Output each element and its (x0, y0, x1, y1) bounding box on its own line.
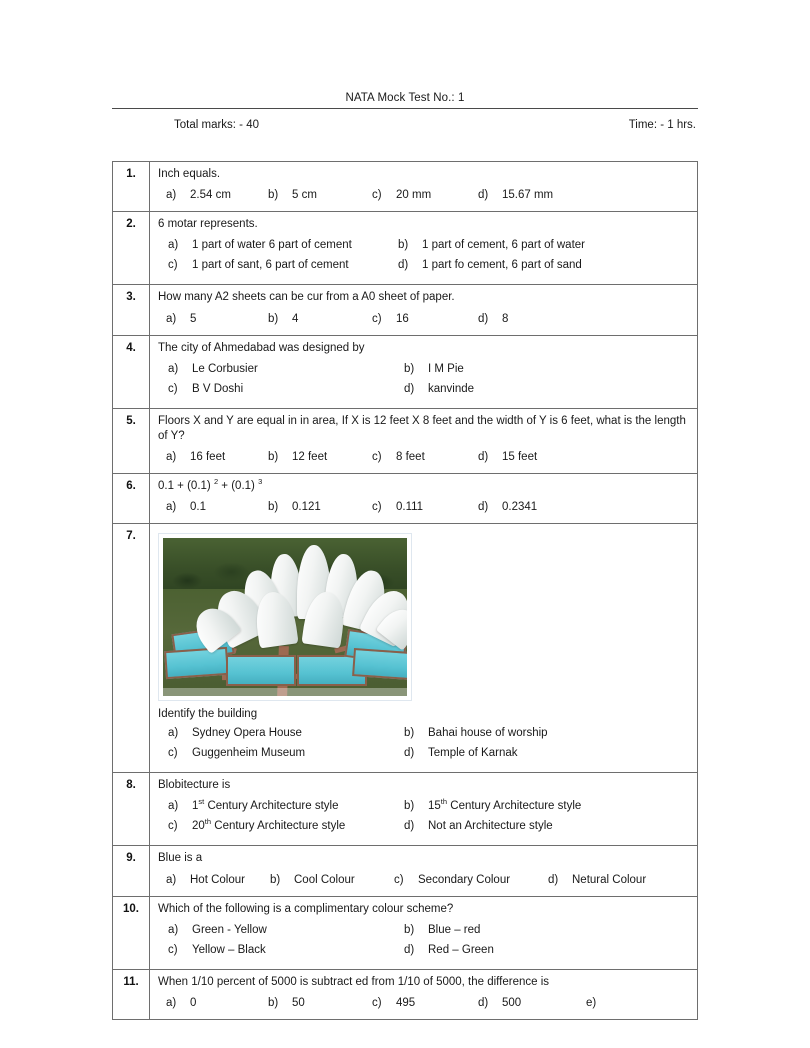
option-d[interactable] (478, 500, 537, 516)
option-text: 1 part of sant, 6 part of cement (192, 259, 349, 272)
option-letter: d) (404, 943, 415, 956)
question-text: Floors X and Y are equal in in area, If X is 12 feet X 8 feet and the width of Y is 6 feet, what is the length of Y? (158, 414, 686, 442)
option-letter: b) (268, 451, 279, 464)
option-letter: d) (478, 501, 489, 514)
option-c[interactable] (168, 382, 243, 398)
question-text: How many A2 sheets can be cur from a A0 sheet of paper. (158, 291, 455, 304)
option-text: 495 (396, 996, 416, 1009)
option-c[interactable] (168, 746, 305, 762)
option-letter: b) (268, 996, 279, 1009)
option-letter: c) (372, 312, 382, 325)
option-text: Red – Green (428, 943, 494, 956)
option-b[interactable] (268, 312, 298, 328)
option-letter: b) (268, 501, 279, 514)
option-letter: b) (268, 312, 279, 325)
option-text: kanvinde (428, 382, 475, 395)
option-letter: b) (404, 800, 415, 813)
option-b[interactable] (268, 996, 305, 1012)
option-d[interactable] (478, 188, 553, 204)
question-text: Blobitecture is (158, 779, 231, 792)
option-letter: c) (394, 873, 404, 886)
option-letter: c) (372, 501, 382, 514)
aerial-photo-lotus-temple (163, 538, 407, 696)
option-text: 12 feet (292, 451, 328, 464)
option-group (156, 996, 693, 1013)
option-letter: a) (166, 451, 177, 464)
question-body (150, 846, 698, 896)
question-row (113, 212, 698, 285)
option-letter: b) (398, 239, 409, 252)
option-group (156, 362, 693, 402)
question-number: 11. (113, 969, 150, 1019)
option-text: Yellow – Black (192, 943, 266, 956)
question-text: 6 motar represents. (158, 218, 258, 231)
option-d[interactable] (404, 943, 494, 959)
option-text: Not an Architecture style (428, 820, 553, 833)
option-text: Green - Yellow (192, 923, 267, 936)
option-text: 15 feet (502, 451, 538, 464)
question-body (150, 773, 698, 846)
option-text: Bahai house of worship (428, 727, 548, 740)
option-c[interactable] (372, 188, 431, 204)
question-number: 7. (113, 524, 150, 773)
option-a[interactable] (166, 450, 225, 466)
option-c[interactable] (372, 996, 415, 1012)
total-marks-label: Total marks: - 40 (174, 119, 259, 131)
option-letter: d) (478, 996, 489, 1009)
question-text: Which of the following is a complimentary colour scheme? (158, 902, 454, 915)
option-d[interactable] (548, 873, 646, 889)
document-header (112, 92, 698, 109)
option-letter: a) (166, 501, 177, 514)
photo-reflecting-pool (226, 655, 296, 686)
question-body (150, 212, 698, 285)
option-letter: d) (478, 312, 489, 325)
option-b[interactable] (398, 238, 585, 254)
option-text: 15.67 mm (502, 189, 554, 202)
question-body (150, 408, 698, 473)
question-number: 3. (113, 285, 150, 335)
option-a[interactable] (168, 238, 352, 254)
option-text: Hot Colour (190, 873, 245, 886)
page-title: NATA Mock Test No.: 1 (345, 92, 465, 104)
option-c[interactable] (372, 312, 409, 328)
question-number: 5. (113, 408, 150, 473)
option-text: 0 (190, 996, 197, 1009)
question-row (113, 524, 698, 773)
option-text: 500 (502, 996, 522, 1009)
option-group (156, 188, 693, 205)
option-c[interactable] (168, 258, 349, 274)
option-letter: d) (398, 259, 409, 272)
question-text: The city of Ahmedabad was designed by (158, 341, 365, 354)
option-text: 5 cm (292, 189, 317, 202)
option-c[interactable] (168, 943, 266, 959)
option-letter: d) (478, 451, 489, 464)
option-group (156, 873, 693, 890)
option-text: 20th Century Architecture style (192, 817, 346, 833)
option-letter: c) (168, 820, 178, 833)
question-number: 8. (113, 773, 150, 846)
question-row (113, 474, 698, 524)
option-letter: d) (404, 820, 415, 833)
option-d[interactable] (404, 819, 553, 835)
option-letter: a) (166, 996, 177, 1009)
option-letter: b) (270, 873, 281, 886)
option-text: Guggenheim Museum (192, 747, 306, 760)
option-text: 5 (190, 312, 197, 325)
question-number: 4. (113, 335, 150, 408)
question-number: 9. (113, 846, 150, 896)
option-a[interactable] (166, 500, 206, 516)
question-number: 6. (113, 474, 150, 524)
option-b[interactable] (404, 923, 480, 939)
option-letter: d) (548, 873, 559, 886)
option-text: Secondary Colour (418, 873, 511, 886)
option-text: Blue – red (428, 923, 481, 936)
option-letter: a) (166, 312, 177, 325)
option-letter: b) (404, 923, 415, 936)
option-a[interactable] (166, 996, 196, 1012)
option-letter: a) (168, 362, 179, 375)
option-letter: b) (268, 189, 279, 202)
option-d[interactable] (404, 746, 518, 762)
question-prompt: Identify the building (158, 708, 258, 721)
option-text: 16 feet (190, 451, 226, 464)
option-text: 1st Century Architecture style (192, 797, 339, 813)
option-letter: d) (404, 747, 415, 760)
option-text: 0.1 (190, 501, 206, 514)
option-d[interactable] (478, 996, 521, 1012)
option-text: 8 (502, 312, 509, 325)
option-letter: a) (166, 873, 177, 886)
photo-reflecting-pool (352, 648, 407, 680)
option-letter: a) (166, 189, 177, 202)
question-row (113, 285, 698, 335)
option-text: Temple of Karnak (428, 747, 518, 760)
option-text: 20 mm (396, 189, 432, 202)
option-text: B V Doshi (192, 382, 244, 395)
option-group (156, 450, 693, 467)
option-letter: a) (168, 239, 179, 252)
question-text: 0.1 + (0.1) $^2$ + (0.1) $^3$ (158, 477, 263, 493)
option-letter: d) (404, 382, 415, 395)
option-a[interactable] (166, 312, 196, 328)
question-row (113, 162, 698, 212)
option-letter: a) (168, 727, 179, 740)
option-letter: c) (168, 382, 178, 395)
option-text: 2.54 cm (190, 189, 231, 202)
question-body (150, 524, 698, 773)
option-c[interactable] (372, 500, 423, 516)
option-text: 50 (292, 996, 305, 1009)
header-meta (112, 119, 698, 131)
option-group (156, 726, 693, 766)
option-d[interactable] (478, 312, 508, 328)
option-group (156, 238, 693, 278)
option-text: Cool Colour (294, 873, 355, 886)
option-text: 1 part fo cement, 6 part of sand (422, 259, 582, 272)
question-row (113, 896, 698, 969)
option-letter: c) (168, 259, 178, 272)
option-text: 4 (292, 312, 299, 325)
question-text: Inch equals. (158, 168, 221, 180)
option-b[interactable] (404, 799, 581, 815)
option-text: 0.111 (396, 501, 424, 514)
question-row (113, 969, 698, 1019)
question-row (113, 335, 698, 408)
option-text: 15th Century Architecture style (428, 797, 582, 813)
option-a[interactable] (168, 923, 267, 939)
question-number: 2. (113, 212, 150, 285)
option-b[interactable] (268, 500, 321, 516)
photo-lower-band (163, 688, 407, 696)
option-a[interactable] (166, 188, 231, 204)
question-body (150, 335, 698, 408)
option-group (156, 312, 693, 329)
question-row (113, 846, 698, 896)
option-e[interactable] (586, 996, 610, 1012)
option-d[interactable] (404, 382, 474, 398)
question-text: When 1/10 percent of 5000 is subtract ed from 1/10 of 5000, the difference is (158, 975, 550, 988)
option-c[interactable] (394, 873, 510, 889)
option-a[interactable] (168, 799, 338, 815)
option-b[interactable] (268, 450, 327, 466)
question-body (150, 474, 698, 524)
option-letter: e) (586, 996, 597, 1009)
option-text: Sydney Opera House (192, 727, 302, 740)
option-letter: b) (404, 362, 415, 375)
option-text: 0.121 (292, 501, 321, 514)
question-number: 10. (113, 896, 150, 969)
question-row (113, 408, 698, 473)
option-letter: c) (372, 996, 382, 1009)
option-letter: c) (168, 943, 178, 956)
time-label: Time: - 1 hrs. (628, 119, 696, 131)
question-body (150, 285, 698, 335)
option-text: Netural Colour (572, 873, 647, 886)
question-body (150, 896, 698, 969)
option-b[interactable] (270, 873, 355, 889)
option-letter: a) (168, 800, 179, 813)
option-text: 0.2341 (502, 501, 538, 514)
question-body (150, 162, 698, 212)
option-b[interactable] (268, 188, 317, 204)
option-a[interactable] (166, 873, 245, 889)
option-a[interactable] (168, 362, 258, 378)
option-a[interactable] (168, 726, 302, 742)
questions-table (112, 161, 698, 1020)
option-d[interactable] (398, 258, 582, 274)
question-text: Blue is a (158, 852, 203, 865)
photo-reflecting-pool (165, 647, 229, 679)
option-text: 1 part of water 6 part of cement (192, 239, 352, 252)
option-letter: c) (372, 189, 382, 202)
option-c[interactable] (168, 819, 345, 835)
question-row (113, 773, 698, 846)
question-number: 1. (113, 162, 150, 212)
option-letter: d) (478, 189, 489, 202)
option-group (156, 923, 693, 963)
option-c[interactable] (372, 450, 425, 466)
option-text: Le Corbusier (192, 362, 258, 375)
option-d[interactable] (478, 450, 537, 466)
option-b[interactable] (404, 362, 464, 378)
option-letter: a) (168, 923, 179, 936)
option-group (156, 500, 693, 517)
option-group (156, 799, 693, 839)
option-text: 16 (396, 312, 409, 325)
question-body (150, 969, 698, 1019)
question-image-frame (158, 533, 412, 701)
option-text: 1 part of cement, 6 part of water (422, 239, 585, 252)
option-text: 8 feet (396, 451, 425, 464)
option-letter: b) (404, 727, 415, 740)
option-letter: c) (372, 451, 382, 464)
option-b[interactable] (404, 726, 548, 742)
option-text: I M Pie (428, 362, 464, 375)
option-letter: c) (168, 747, 178, 760)
header-divider (112, 108, 698, 109)
